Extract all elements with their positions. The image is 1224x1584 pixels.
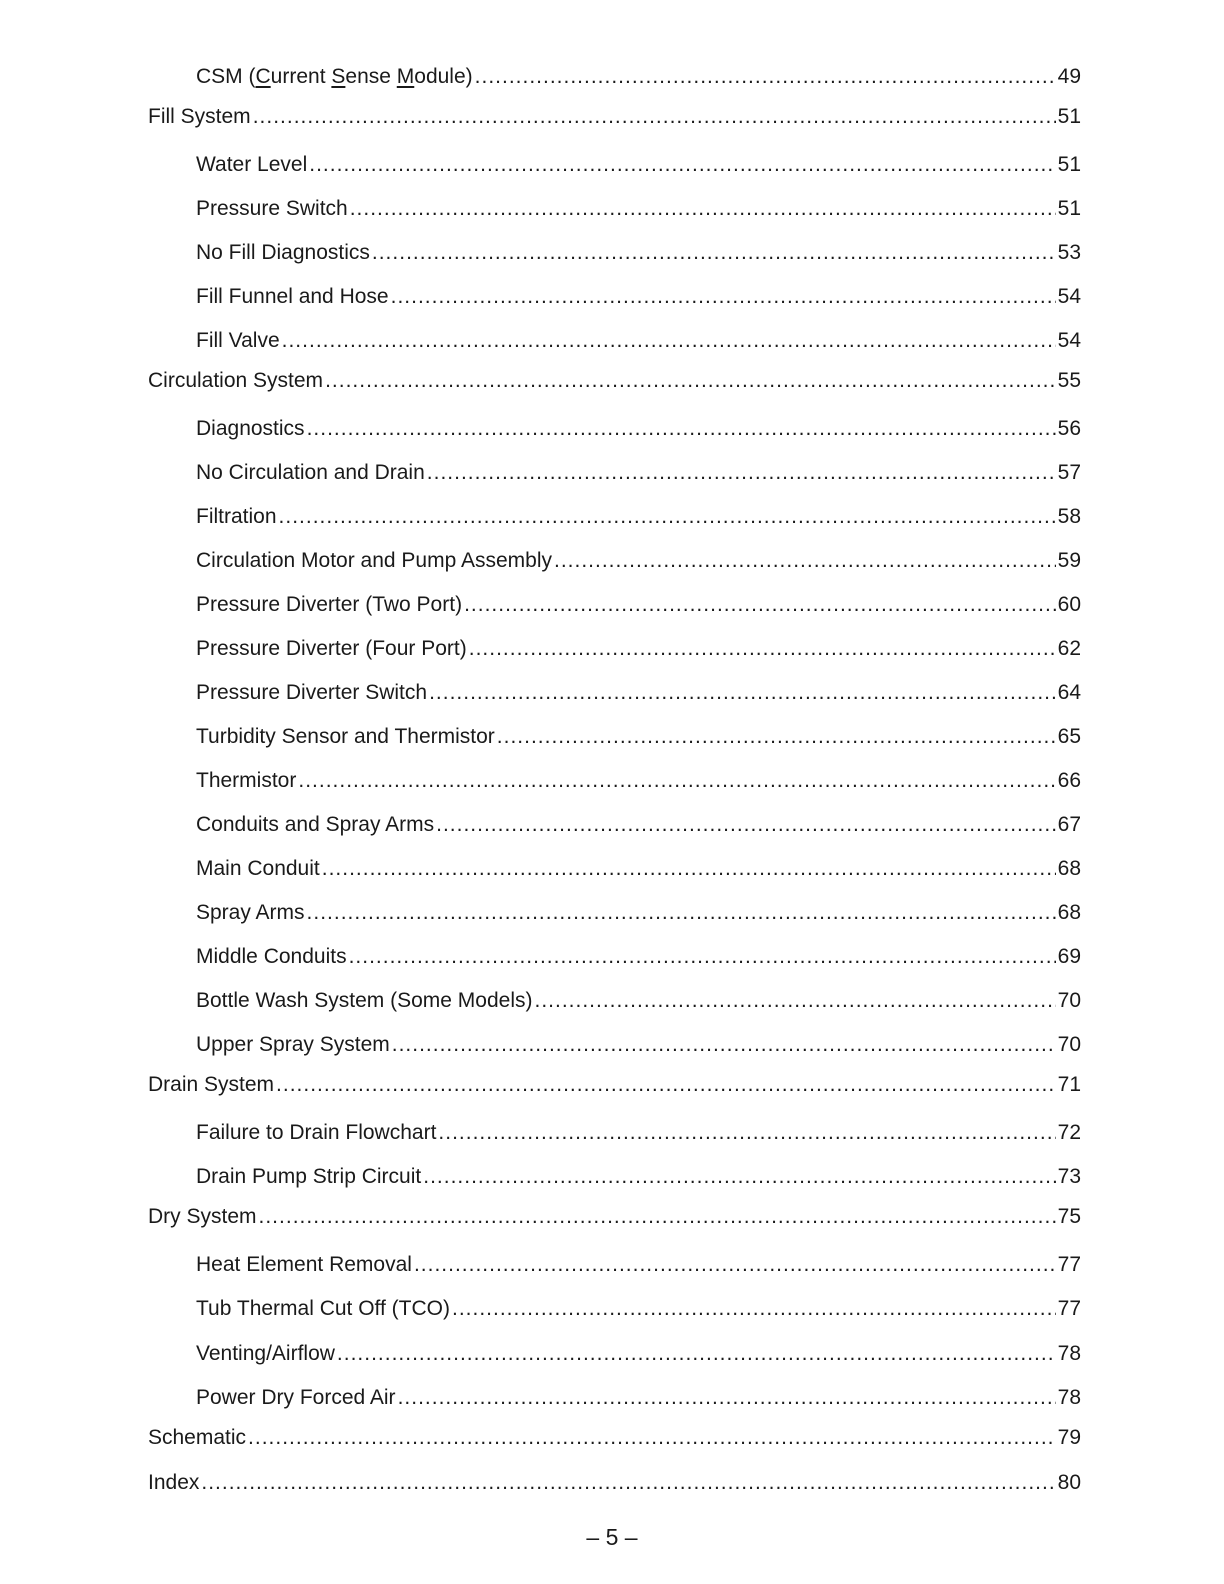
toc-entry[interactable] (148, 284, 1081, 310)
dot-leader (307, 416, 1056, 442)
toc-entry-page: 68 (1057, 857, 1081, 880)
dot-leader (309, 152, 1055, 178)
toc-entry[interactable] (148, 1341, 1081, 1367)
toc-entry-title: Power Dry Forced Air (196, 1386, 396, 1409)
toc-entry-title: Fill System (148, 105, 251, 128)
toc-entry-page: 62 (1057, 637, 1081, 660)
dot-leader (391, 284, 1056, 310)
toc-entry-page: 57 (1057, 461, 1081, 484)
toc-entry[interactable] (148, 724, 1081, 750)
toc-entry-page: 70 (1057, 989, 1081, 1012)
toc-entry-title: Thermistor (196, 769, 297, 792)
toc-entry-title: No Circulation and Drain (196, 461, 425, 484)
dot-leader (414, 1252, 1056, 1278)
toc-entry[interactable] (148, 64, 1081, 90)
toc-entry-title: Conduits and Spray Arms (196, 813, 435, 836)
toc-entry-title: Pressure Diverter Switch (196, 681, 428, 704)
dot-leader (349, 944, 1056, 970)
toc-entry-section[interactable] (148, 1072, 1081, 1098)
toc-entry-page: 51 (1057, 197, 1081, 220)
toc-entry-title: Venting/Airflow (196, 1342, 335, 1365)
toc-entry-page: 51 (1057, 153, 1081, 176)
toc-entry[interactable] (148, 1252, 1081, 1278)
toc-entry[interactable] (148, 812, 1081, 838)
dot-leader (475, 64, 1056, 90)
dot-leader (392, 1032, 1056, 1058)
dot-leader (276, 1072, 1056, 1098)
toc-entry[interactable] (148, 1032, 1081, 1058)
page-number: – 5 – (586, 1524, 638, 1550)
toc-entry-title: Dry System (148, 1205, 257, 1228)
toc-entry-title: No Fill Diagnostics (196, 241, 370, 264)
toc-entry[interactable] (148, 548, 1081, 574)
toc-entry[interactable] (148, 636, 1081, 662)
toc-entry[interactable] (148, 680, 1081, 706)
dot-leader (325, 368, 1056, 394)
toc-entry[interactable] (148, 1296, 1081, 1322)
toc-entry-title: Tub Thermal Cut Off (TCO) (196, 1297, 450, 1320)
toc-entry-title: Failure to Drain Flowchart (196, 1121, 437, 1144)
toc-entry-section[interactable] (148, 1204, 1081, 1230)
dot-leader (452, 1296, 1056, 1322)
dot-leader (253, 104, 1056, 130)
toc-entry[interactable] (148, 152, 1081, 178)
dot-leader (438, 1120, 1055, 1146)
toc-entry-page: 60 (1057, 593, 1081, 616)
toc-entry-title: Fill Funnel and Hose (196, 285, 389, 308)
toc-entry[interactable] (148, 1164, 1081, 1190)
toc-entry-page: 55 (1057, 369, 1081, 392)
toc-entry-page: 78 (1057, 1386, 1081, 1409)
toc-entry[interactable] (148, 240, 1081, 266)
dot-leader (350, 196, 1056, 222)
toc-entry[interactable] (148, 1385, 1081, 1411)
toc-entry-page: 59 (1057, 549, 1081, 572)
toc-entry[interactable] (148, 856, 1081, 882)
toc-entry-title: Pressure Diverter (Four Port) (196, 637, 467, 660)
toc-entry-title: Middle Conduits (196, 945, 347, 968)
toc-entry-page: 73 (1057, 1165, 1081, 1188)
dot-leader (535, 988, 1056, 1014)
toc-entry[interactable] (148, 768, 1081, 794)
toc-entry-page: 78 (1057, 1342, 1081, 1365)
toc-entry-title: Main Conduit (196, 857, 320, 880)
toc-entry-section[interactable] (148, 368, 1081, 394)
toc-entry-title: Diagnostics (196, 417, 305, 440)
toc-entry-title: Schematic (148, 1426, 247, 1449)
toc-entry-title: Index (148, 1471, 200, 1494)
toc-entry-page: 65 (1057, 725, 1081, 748)
toc-entry-page: 53 (1057, 241, 1081, 264)
toc-entry-page: 69 (1057, 945, 1081, 968)
toc-entry-page: 68 (1057, 901, 1081, 924)
dot-leader (427, 460, 1056, 486)
dot-leader (429, 680, 1056, 706)
dot-leader (259, 1204, 1056, 1230)
toc-entry-page: 71 (1057, 1073, 1081, 1096)
toc-entry[interactable] (148, 328, 1081, 354)
toc-entry-section[interactable] (148, 1425, 1081, 1451)
dot-leader (469, 636, 1056, 662)
dot-leader (322, 856, 1056, 882)
toc-entry-page: 72 (1057, 1121, 1081, 1144)
toc-entry[interactable] (148, 504, 1081, 530)
toc-entry-title: Water Level (196, 153, 308, 176)
toc-entry-title: Circulation Motor and Pump Assembly (196, 549, 552, 572)
toc-entry[interactable] (148, 1120, 1081, 1146)
toc-entry-title: Bottle Wash System (Some Models) (196, 989, 533, 1012)
toc-entry-title: Pressure Switch (196, 197, 348, 220)
toc-entry-title: CSM (Current Sense Module) (196, 65, 473, 88)
toc-entry-page: 51 (1057, 105, 1081, 128)
toc-entry-page: 54 (1057, 285, 1081, 308)
toc-entry-page: 64 (1057, 681, 1081, 704)
dot-leader (279, 504, 1056, 530)
toc-entry-title: Filtration (196, 505, 277, 528)
toc-entry-title: Drain Pump Strip Circuit (196, 1165, 422, 1188)
dot-leader (298, 768, 1055, 794)
toc-entry-page: 67 (1057, 813, 1081, 836)
toc-entry-page: 75 (1057, 1205, 1081, 1228)
toc-entry[interactable] (148, 592, 1081, 618)
toc-entry-page: 79 (1057, 1426, 1081, 1449)
dot-leader (464, 592, 1056, 618)
dot-leader (372, 240, 1056, 266)
toc-entry-page: 66 (1057, 769, 1081, 792)
dot-leader (307, 900, 1056, 926)
toc-entry-page: 77 (1057, 1297, 1081, 1320)
toc-entry-title: Spray Arms (196, 901, 305, 924)
toc-entry-page: 54 (1057, 329, 1081, 352)
toc-entry-page: 80 (1057, 1471, 1081, 1494)
toc-entry[interactable] (148, 460, 1081, 486)
toc-entry-section[interactable] (148, 104, 1081, 130)
dot-leader (436, 812, 1056, 838)
dot-leader (398, 1385, 1056, 1411)
dot-leader (248, 1425, 1056, 1451)
toc-entry[interactable] (148, 416, 1081, 442)
toc-entry-title: Upper Spray System (196, 1033, 390, 1056)
dot-leader (554, 548, 1056, 574)
toc-entry-page: 49 (1057, 65, 1081, 88)
dot-leader (497, 724, 1056, 750)
toc-entry-section[interactable] (148, 1470, 1081, 1496)
toc-entry[interactable] (148, 196, 1081, 222)
toc-entry-title: Circulation System (148, 369, 324, 392)
toc-entry-title: Heat Element Removal (196, 1253, 412, 1276)
toc-entry-page: 77 (1057, 1253, 1081, 1276)
toc-entry[interactable] (148, 944, 1081, 970)
dot-leader (337, 1341, 1056, 1367)
dot-leader (282, 328, 1056, 354)
toc-entry-page: 56 (1057, 417, 1081, 440)
toc-entry-title: Fill Valve (196, 329, 280, 352)
toc-entry-title: Pressure Diverter (Two Port) (196, 593, 463, 616)
dot-leader (201, 1470, 1055, 1496)
toc-entry-title: Drain System (148, 1073, 275, 1096)
toc-entry[interactable] (148, 900, 1081, 926)
toc-entry-page: 70 (1057, 1033, 1081, 1056)
toc-entry-page: 58 (1057, 505, 1081, 528)
dot-leader (423, 1164, 1055, 1190)
toc-entry-title: Turbidity Sensor and Thermistor (196, 725, 495, 748)
toc-entry[interactable] (148, 988, 1081, 1014)
